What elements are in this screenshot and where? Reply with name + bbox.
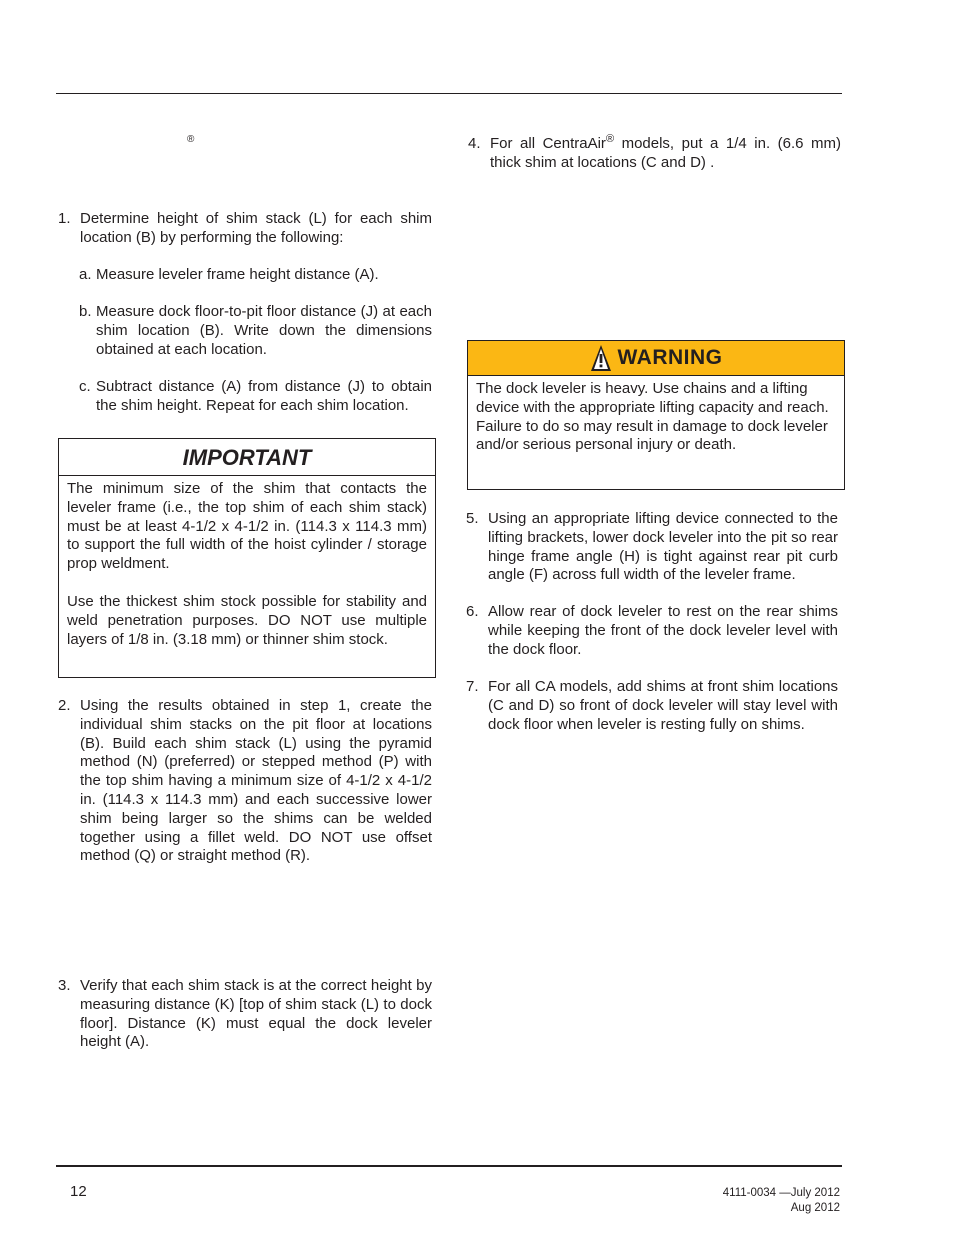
step-5 bbox=[466, 510, 838, 585]
substep-text: Measure leveler frame height distance (A). bbox=[96, 266, 379, 283]
step-number: 5. bbox=[466, 510, 479, 527]
substep-letter: b. bbox=[79, 303, 92, 320]
warning-body: The dock leveler is heavy. Use chains and a lifting device with the appropriate lifting capacity and reach. Failure to do so may result in damage to dock leveler and/or serious personal injury or death. bbox=[476, 380, 829, 454]
important-notice bbox=[58, 438, 436, 678]
step-1 bbox=[58, 210, 432, 248]
step-1a bbox=[79, 266, 432, 285]
step-number: 4. bbox=[468, 135, 481, 152]
step-text-start: For all CentraAir bbox=[490, 135, 606, 152]
page-number: 12 bbox=[70, 1183, 87, 1200]
step-7 bbox=[466, 678, 838, 734]
step-number: 3. bbox=[58, 977, 71, 994]
registered-mark: ® bbox=[605, 133, 615, 145]
important-paragraph-1: The minimum size of the shim that contacts the leveler frame (i.e., the top shim of each shim stack) must be at least 4-1/2 x 4-1/2 in. (114.3 x 114.3 mm) to support the full width of the hoist cylinder / storage prop weldment. bbox=[67, 480, 427, 573]
warning-header bbox=[468, 341, 844, 376]
step-2 bbox=[58, 697, 432, 866]
step-number: 1. bbox=[58, 210, 71, 227]
important-title: IMPORTANT bbox=[59, 439, 435, 476]
header-rule bbox=[56, 93, 842, 94]
step-text: Verify that each shim stack is at the correct height by measuring distance (K) [top of shim stack (L) to dock floor]. Distance (K) must equal the dock leveler height (A). bbox=[80, 977, 432, 1051]
step-3 bbox=[58, 977, 432, 1052]
step-text: Determine height of shim stack (L) for each shim location (B) by performing the following: bbox=[80, 210, 432, 246]
step-1b bbox=[79, 303, 432, 359]
step-text: Using an appropriate lifting device connected to the lifting brackets, lower dock leveler into the pit so rear hinge frame angle (H) is tight against rear pit curb angle (F) across full width of the leveler frame. bbox=[488, 510, 838, 584]
warning-triangle-icon bbox=[590, 344, 612, 372]
important-body bbox=[59, 476, 435, 649]
revision-date: Aug 2012 bbox=[790, 1201, 840, 1214]
step-text-end: models, put a 1/4 in. (6.6 mm) thick shim at locations (C and D) . bbox=[490, 135, 842, 171]
step-4 bbox=[468, 135, 841, 173]
step-number: 7. bbox=[466, 678, 479, 695]
document-number: 4111-0034 —July 2012 bbox=[722, 1187, 840, 1199]
step-6 bbox=[466, 603, 838, 659]
substep-letter: c. bbox=[79, 378, 91, 395]
step-1c bbox=[79, 378, 432, 416]
substep-text: Measure dock floor-to-pit floor distance (J) at each shim location (B). Write down the dimensions obtained at each location. bbox=[96, 303, 432, 358]
step-text: Using the results obtained in step 1, create the individual shim stacks on the pit floor at locations (B). Build each shim stack (L) using the pyramid method (N) (preferred) or stepped method (P) with the top shim having a minimum size of 4-1/2 x 4-1/2 in. (114.3 x 114.3 mm) and each successive lower shim being larger so the shims can be welded together using a fillet weld. DO NOT use offset method (Q) or straight method (R). bbox=[80, 697, 432, 865]
important-paragraph-2: Use the thickest shim stock possible for stability and weld penetration purposes. DO NOT use multiple layers of 1/8 in. (3.18 mm) or thinner shim stock. bbox=[67, 592, 427, 648]
substep-text: Subtract distance (A) from distance (J) to obtain the shim height. Repeat for each shim location. bbox=[96, 378, 432, 414]
step-number: 2. bbox=[58, 697, 71, 714]
warning-notice bbox=[467, 340, 845, 490]
step-text bbox=[490, 135, 841, 173]
step-number: 6. bbox=[466, 603, 479, 620]
substep-letter: a. bbox=[79, 266, 92, 283]
warning-title: WARNING bbox=[617, 345, 723, 369]
document-info bbox=[723, 1186, 840, 1215]
step-text: For all CA models, add shims at front shim locations (C and D) so front of dock leveler will stay level with dock floor when leveler is resting fully on shims. bbox=[488, 678, 838, 733]
footer-rule bbox=[56, 1165, 842, 1167]
registered-mark: ® bbox=[187, 134, 195, 145]
step-text: Allow rear of dock leveler to rest on the rear shims while keeping the front of the dock leveler level with the dock floor. bbox=[488, 603, 838, 658]
